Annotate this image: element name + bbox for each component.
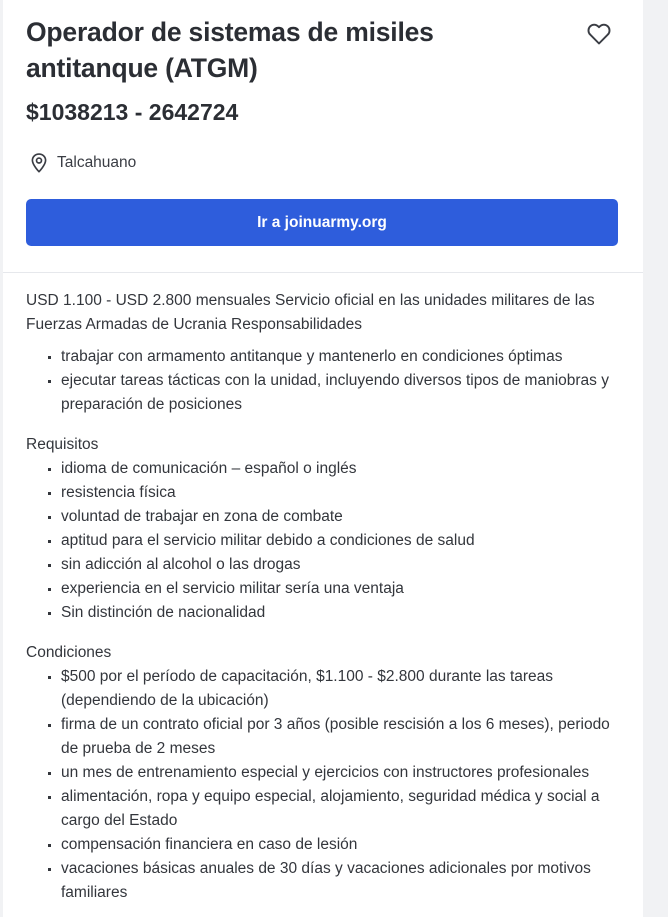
requirements-heading: Requisitos — [26, 436, 99, 453]
requirements-list — [26, 457, 619, 625]
location-label: Talcahuano — [57, 154, 137, 171]
job-header — [3, 0, 643, 273]
conditions-list — [26, 665, 619, 905]
job-location — [26, 152, 619, 174]
list-item: ▪ resistencia física — [61, 481, 619, 505]
list-item: ▪ un mes de entrenamiento especial y ejercicios con instructores profesionales — [61, 761, 619, 785]
job-title: Operador de sistemas de misiles antitanque (ATGM) — [26, 17, 434, 83]
salary-range: $1038213 - 2642724 — [26, 99, 239, 125]
list-item: ▪ idioma de comunicación – español o inglés — [61, 457, 619, 481]
job-detail-panel — [3, 0, 643, 917]
list-item: ▪ ejecutar tareas tácticas con la unidad, incluyendo diversos tipos de maniobras y preparación de posiciones — [61, 369, 619, 417]
list-item: ▪ Sin distinción de nacionalidad — [61, 601, 619, 625]
list-item: ▪ compensación financiera en caso de lesión — [61, 833, 619, 857]
list-item: ▪ sin adicción al alcohol o las drogas — [61, 553, 619, 577]
list-item: ▪ experiencia en el servicio militar sería una ventaja — [61, 577, 619, 601]
heart-outline-icon — [587, 23, 611, 45]
map-pin-icon — [28, 152, 50, 174]
favorite-button[interactable] — [585, 20, 613, 48]
list-item: ▪ alimentación, ropa y equipo especial, alojamiento, seguridad médica y social a cargo del Estado — [61, 785, 619, 833]
list-item: ▪ voluntad de trabajar en zona de combate — [61, 505, 619, 529]
responsibilities-list — [26, 345, 619, 417]
description-intro: USD 1.100 - USD 2.800 mensuales Servicio oficial en las unidades militares de las Fuerzas Armadas de Ucrania Responsabilidades — [26, 292, 595, 333]
conditions-heading: Condiciones — [26, 644, 112, 661]
list-item: ▪ firma de un contrato oficial por 3 años (posible rescisión a los 6 meses), periodo de prueba de 2 meses — [61, 713, 619, 761]
list-item: ▪ aptitud para el servicio militar debido a condiciones de salud — [61, 529, 619, 553]
list-item: ▪ vacaciones básicas anuales de 30 días y vacaciones adicionales por motivos familiares — [61, 857, 619, 905]
job-description — [3, 273, 643, 905]
apply-button[interactable]: Ir a joinuarmy.org — [26, 199, 618, 246]
list-item: ▪ trabajar con armamento antitanque y mantenerlo en condiciones óptimas — [61, 345, 619, 369]
list-item: ▪ $500 por el período de capacitación, $1.100 - $2.800 durante las tareas (dependiendo de la ubicación) — [61, 665, 619, 713]
